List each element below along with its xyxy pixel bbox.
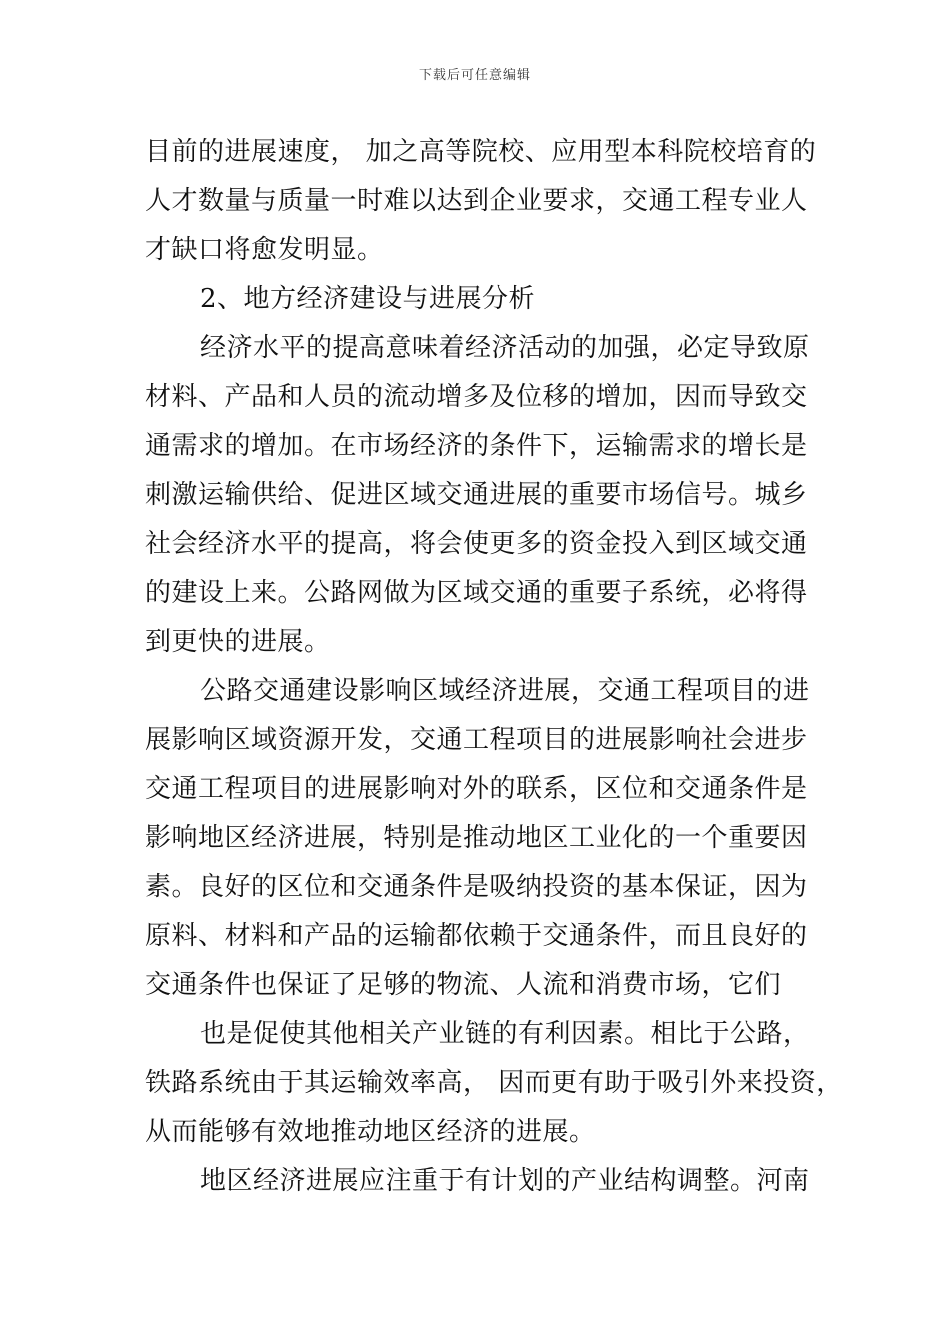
text-line: 经济水平的提高意味着经济活动的加强，必定导致原 [200, 333, 810, 363]
text-line: 地区经济进展应注重于有计划的产业结构调整。河南 [200, 1166, 810, 1196]
text-line: 到更快的进展。 [145, 627, 331, 657]
text-line: 的建设上来。公路网做为区域交通的重要子系统，必将得 [145, 578, 808, 608]
text-line: 铁路系统由于其运输效率高， 因而更有助于吸引外来投资， [145, 1068, 843, 1098]
text-line: 交通条件也保证了足够的物流、人流和消费市场，它们 [145, 970, 782, 1000]
text-line: 材料、产品和人员的流动增多及位移的增加，因而导致交 [145, 382, 808, 412]
document-body [145, 128, 843, 1206]
text-line: 也是促使其他相关产业链的有利因素。相比于公路， [200, 1019, 810, 1049]
section-heading: 2、地方经济建设与进展分析 [200, 284, 536, 314]
text-line: 影响地区经济进展，特别是推动地区工业化的一个重要因 [145, 823, 808, 853]
text-line: 才缺口将愈发明显。 [145, 235, 384, 265]
text-line: 刺激运输供给、促进区域交通进展的重要市场信号。城乡 [145, 480, 808, 510]
text-line: 交通工程项目的进展影响对外的联系，区位和交通条件是 [145, 774, 808, 804]
text-line: 人才数量与质量一时难以达到企业要求，交通工程专业人 [145, 186, 808, 216]
text-line: 从而能够有效地推动地区经济的进展。 [145, 1117, 596, 1147]
page-header: 下载后可任意编辑 [418, 68, 531, 83]
text-line: 素。良好的区位和交通条件是吸纳投资的基本保证，因为 [145, 872, 808, 902]
text-line: 公路交通建设影响区域经济进展，交通工程项目的进 [200, 676, 810, 706]
text-line: 原料、材料和产品的运输都依赖于交通条件，而且良好的 [145, 921, 808, 951]
text-line: 通需求的增加。在市场经济的条件下，运输需求的增长是 [145, 431, 808, 461]
text-line: 展影响区域资源开发，交通工程项目的进展影响社会进步 [145, 725, 808, 755]
text-line: 目前的进展速度， 加之高等院校、应用型本科院校培育的 [145, 137, 817, 167]
text-line: 社会经济水平的提高，将会使更多的资金投入到区域交通 [145, 529, 808, 559]
